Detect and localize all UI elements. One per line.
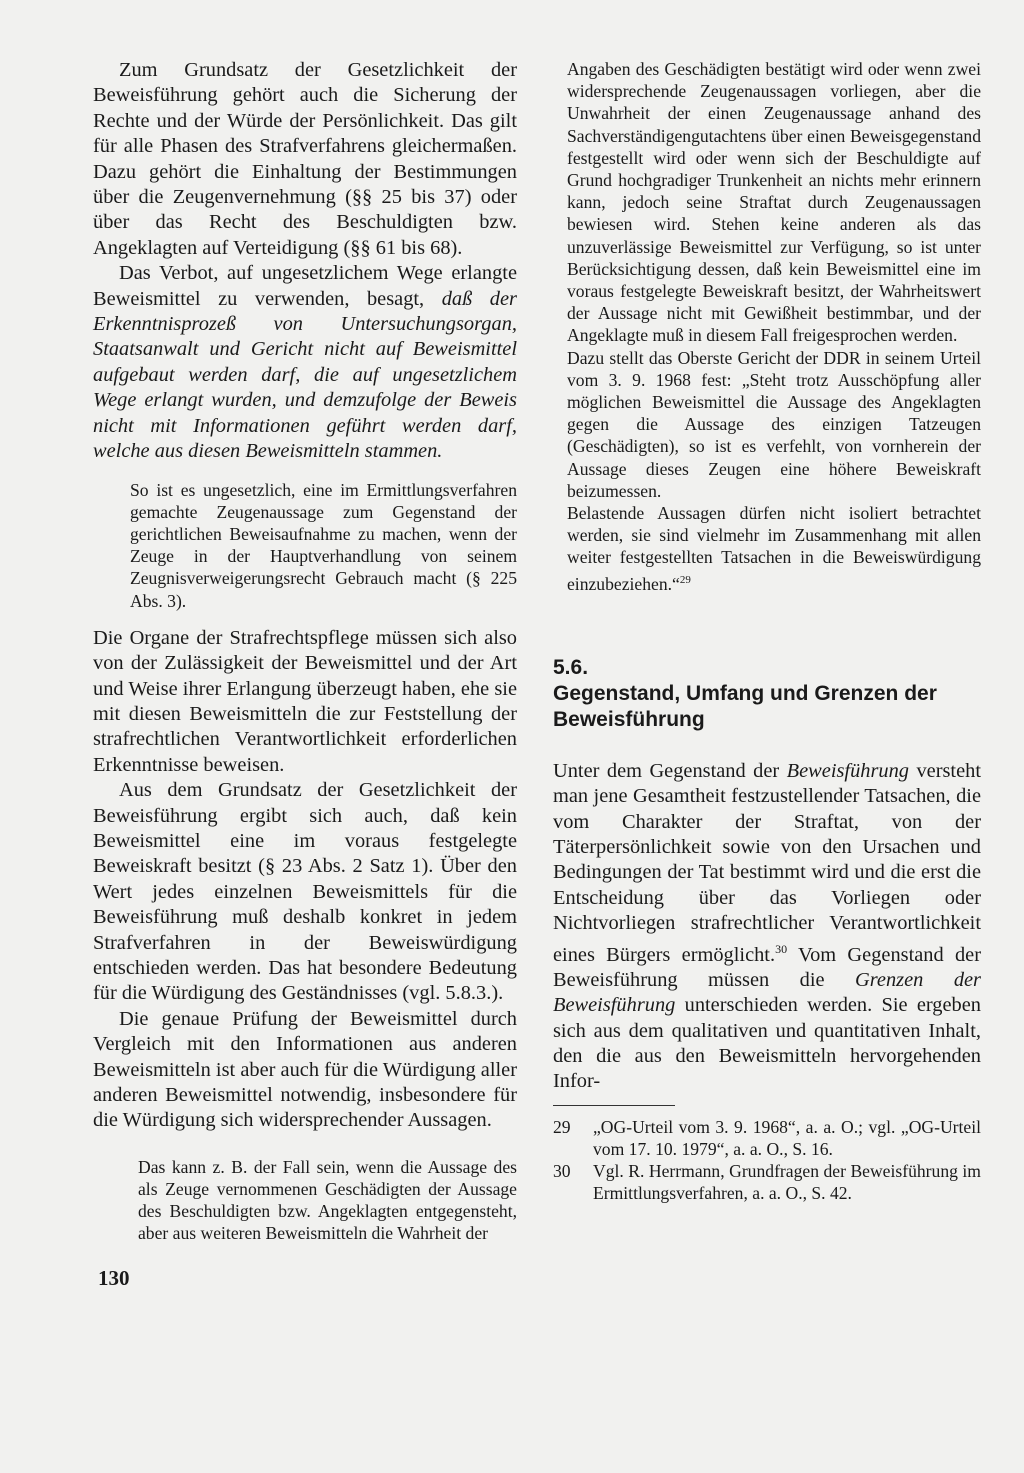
footnote-divider <box>553 1105 675 1106</box>
gegenstand-text-f: unterschieden werden. Sie ergeben sich aus dem qualitativen und quantitativen Inhalt, den die aus den Beweismitteln hervorgehenden Infor- <box>553 994 981 1093</box>
paragraph-gegenstand <box>553 759 981 1095</box>
page-number: 130 <box>98 1266 130 1290</box>
gegenstand-text-a: Unter dem Gegenstand der <box>553 759 787 782</box>
paragraph-beweiskraft: Aus dem Grundsatz der Gesetzlichkeit der Beweisführung ergibt sich auch, daß kein Beweismittel eine im voraus festgelegte Beweiskraft besitzt (§ 23 Abs. 2 Satz 1). Über den Wert jedes einzelnen Beweismittels für die Beweisführung muß deshalb konkret in jedem Strafverfahren in der Beweiswürdigung entschieden werden. Das hat besondere Bedeutung für die Würdigung des Geständnisses (vgl. 5.8.3.). <box>93 779 517 1005</box>
footnote-30 <box>553 1160 981 1204</box>
gegenstand-text-c: versteht man jene Gesamtheit festzustellender Tatsachen, die vom Charakter der Straftat, von der Täterpersönlichkeit sowie von den Ursachen und Bedingungen der Tat bestimmt wird und die erst die Entscheidung über das Vorliegen oder Nichtvorliegen strafrechtlicher Verantwortlichkeit eines Bürgers ermöglicht. <box>553 759 982 966</box>
section-title: Gegenstand, Umfang und Grenzen der Beweisführung <box>553 681 937 731</box>
gegenstand-italic-grenzen: Grenzen der Beweisführung <box>553 968 981 1017</box>
paragraph-verbot-italic: daß der Erkenntnisprozeß von Untersuchungsorgan, Staatsanwalt und Gericht nicht auf Beweismittel aufgebaut werden darf, die auf ungesetzlichem Wege erlangt wurden, und demzufolge der Beweis nicht mit Informationen geführt werden darf, welche aus diesen Beweismitteln stammen. <box>93 287 517 463</box>
paragraph-verbot <box>93 261 517 464</box>
quote-oberstes-gericht: Dazu stellt das Oberste Gericht der DDR in seinem Urteil vom 3. 9. 1968 fest: „Steht trotz Ausschöpfung aller möglichen Beweismittel die Aussage des Angeklagten gegen die Aussage des einzigen Tatzeugen (Geschädigten), so ist es verfehlt, von vornherein der Aussage dieses Zeugen eine höhere Beweiskraft beizumessen. <box>567 347 981 501</box>
section-number: 5.6. <box>553 655 589 679</box>
gegenstand-text-d: Vom Gegenstand der Beweisführung müssen die <box>553 943 981 991</box>
footnote-number: 30 <box>553 1160 571 1181</box>
example-widerspruch: Das kann z. B. der Fall sein, wenn die Aussage des als Zeuge vernommenen Geschädigten der Aussage des Beschuldigten bzw. Angeklagten entgegensteht, aber aus weiteren Beweismitteln die Wahrheit der <box>138 1156 517 1244</box>
paragraph-pruefung: Die genaue Prüfung der Beweismittel durch Vergleich mit den Informationen aus anderen Beweismitteln ist aber auch für die Würdigung aller anderen Beweismittel notwendig, insbesondere für die Würdigung sich widersprechender Aussagen. <box>93 1007 517 1132</box>
footnote-text: Vgl. R. Herrmann, Grundfragen der Beweisführung im Ermittlungsverfahren, a. a. O., S. 42. <box>593 1160 981 1203</box>
quote-belastende-aussagen <box>567 502 981 595</box>
footnote-29 <box>553 1116 981 1160</box>
quote-belastende-text: Belastende Aussagen dürfen nicht isoliert betrachtet werden, sie sind vielmehr im Zusammenhang mit allen weiter festgestellten Tatsachen in die Beweiswürdigung einzubeziehen.“ <box>567 503 981 594</box>
gegenstand-italic-beweisfuehrung: Beweisführung <box>786 759 909 782</box>
example-widerspruch-continued: Angaben des Geschädigten bestätigt wird oder wenn zwei widersprechende Zeugenaussagen vorliegen, aber die Unwahrheit der einen Zeugenaussage anhand des Sachverständigengutachtens über einen Beweisgegenstand festgestellt wird oder wenn sich der Beschuldigte auf Grund hochgradiger Trunkenheit an nichts mehr erinnern kann, jedoch seine Straftat durch Zeugenaussagen bewiesen wird. Stehen keine anderen als das unzuverlässige Beweismittel zur Verfügung, so ist unter Berücksichtigung dessen, daß kein Beweismittel eine im voraus festgelegte Beweiskraft besitzt, der Wahrheitswert der Aussage nicht mit Gewißheit bestimmbar, und der Angeklagte muß in diesem Fall freigesprochen werden. <box>567 59 981 346</box>
footnote-text: „OG-Urteil vom 3. 9. 1968“, a. a. O.; vgl. „OG-Urteil vom 17. 10. 1979“, a. a. O., S. 16. <box>593 1116 981 1159</box>
example-ungesetzlich: So ist es ungesetzlich, eine im Ermittlungsverfahren gemachte Zeugenaussage zum Gegenstand der gerichtlichen Beweisaufnahme zu machen, wenn der Zeuge in der Hauptverhandlung von seinem Zeugnisverweigerungsrecht Gebrauch macht (§ 225 Abs. 3). <box>130 479 517 611</box>
paragraph-organe: Die Organe der Strafrechtspflege müssen sich also von der Zulässigkeit der Beweismittel und der Art und Weise ihrer Erlangung überzeugt haben, ehe sie mit diesen Beweismitteln die zur Feststellung der strafrechtlichen Verantwortlichkeit erforderlichen Erkenntnisse beweisen. <box>93 626 517 776</box>
paragraph-verbot-plain: Das Verbot, auf ungesetzlichem Wege erlangte Beweismittel zu verwenden, besagt, <box>93 262 517 310</box>
right-column <box>553 58 981 1204</box>
left-column <box>93 58 517 1245</box>
footnote-ref-30: 30 <box>775 941 788 956</box>
paragraph-gesetzlichkeit: Zum Grundsatz der Gesetzlichkeit der Beweisführung gehört auch die Sicherung der Rechte und der Würde der Persönlichkeit. Das gilt für alle Phasen des Strafverfahrens gleichermaßen. Dazu gehört die Einhaltung der Bestimmungen über die Zeugenvernehmung (§§ 25 bis 37) oder über das Recht des Beschuldigten bzw. Angeklagten auf Verteidigung (§§ 61 bis 68). <box>93 59 517 259</box>
footnote-number: 29 <box>553 1116 571 1137</box>
footnote-ref-29: 29 <box>679 573 691 586</box>
